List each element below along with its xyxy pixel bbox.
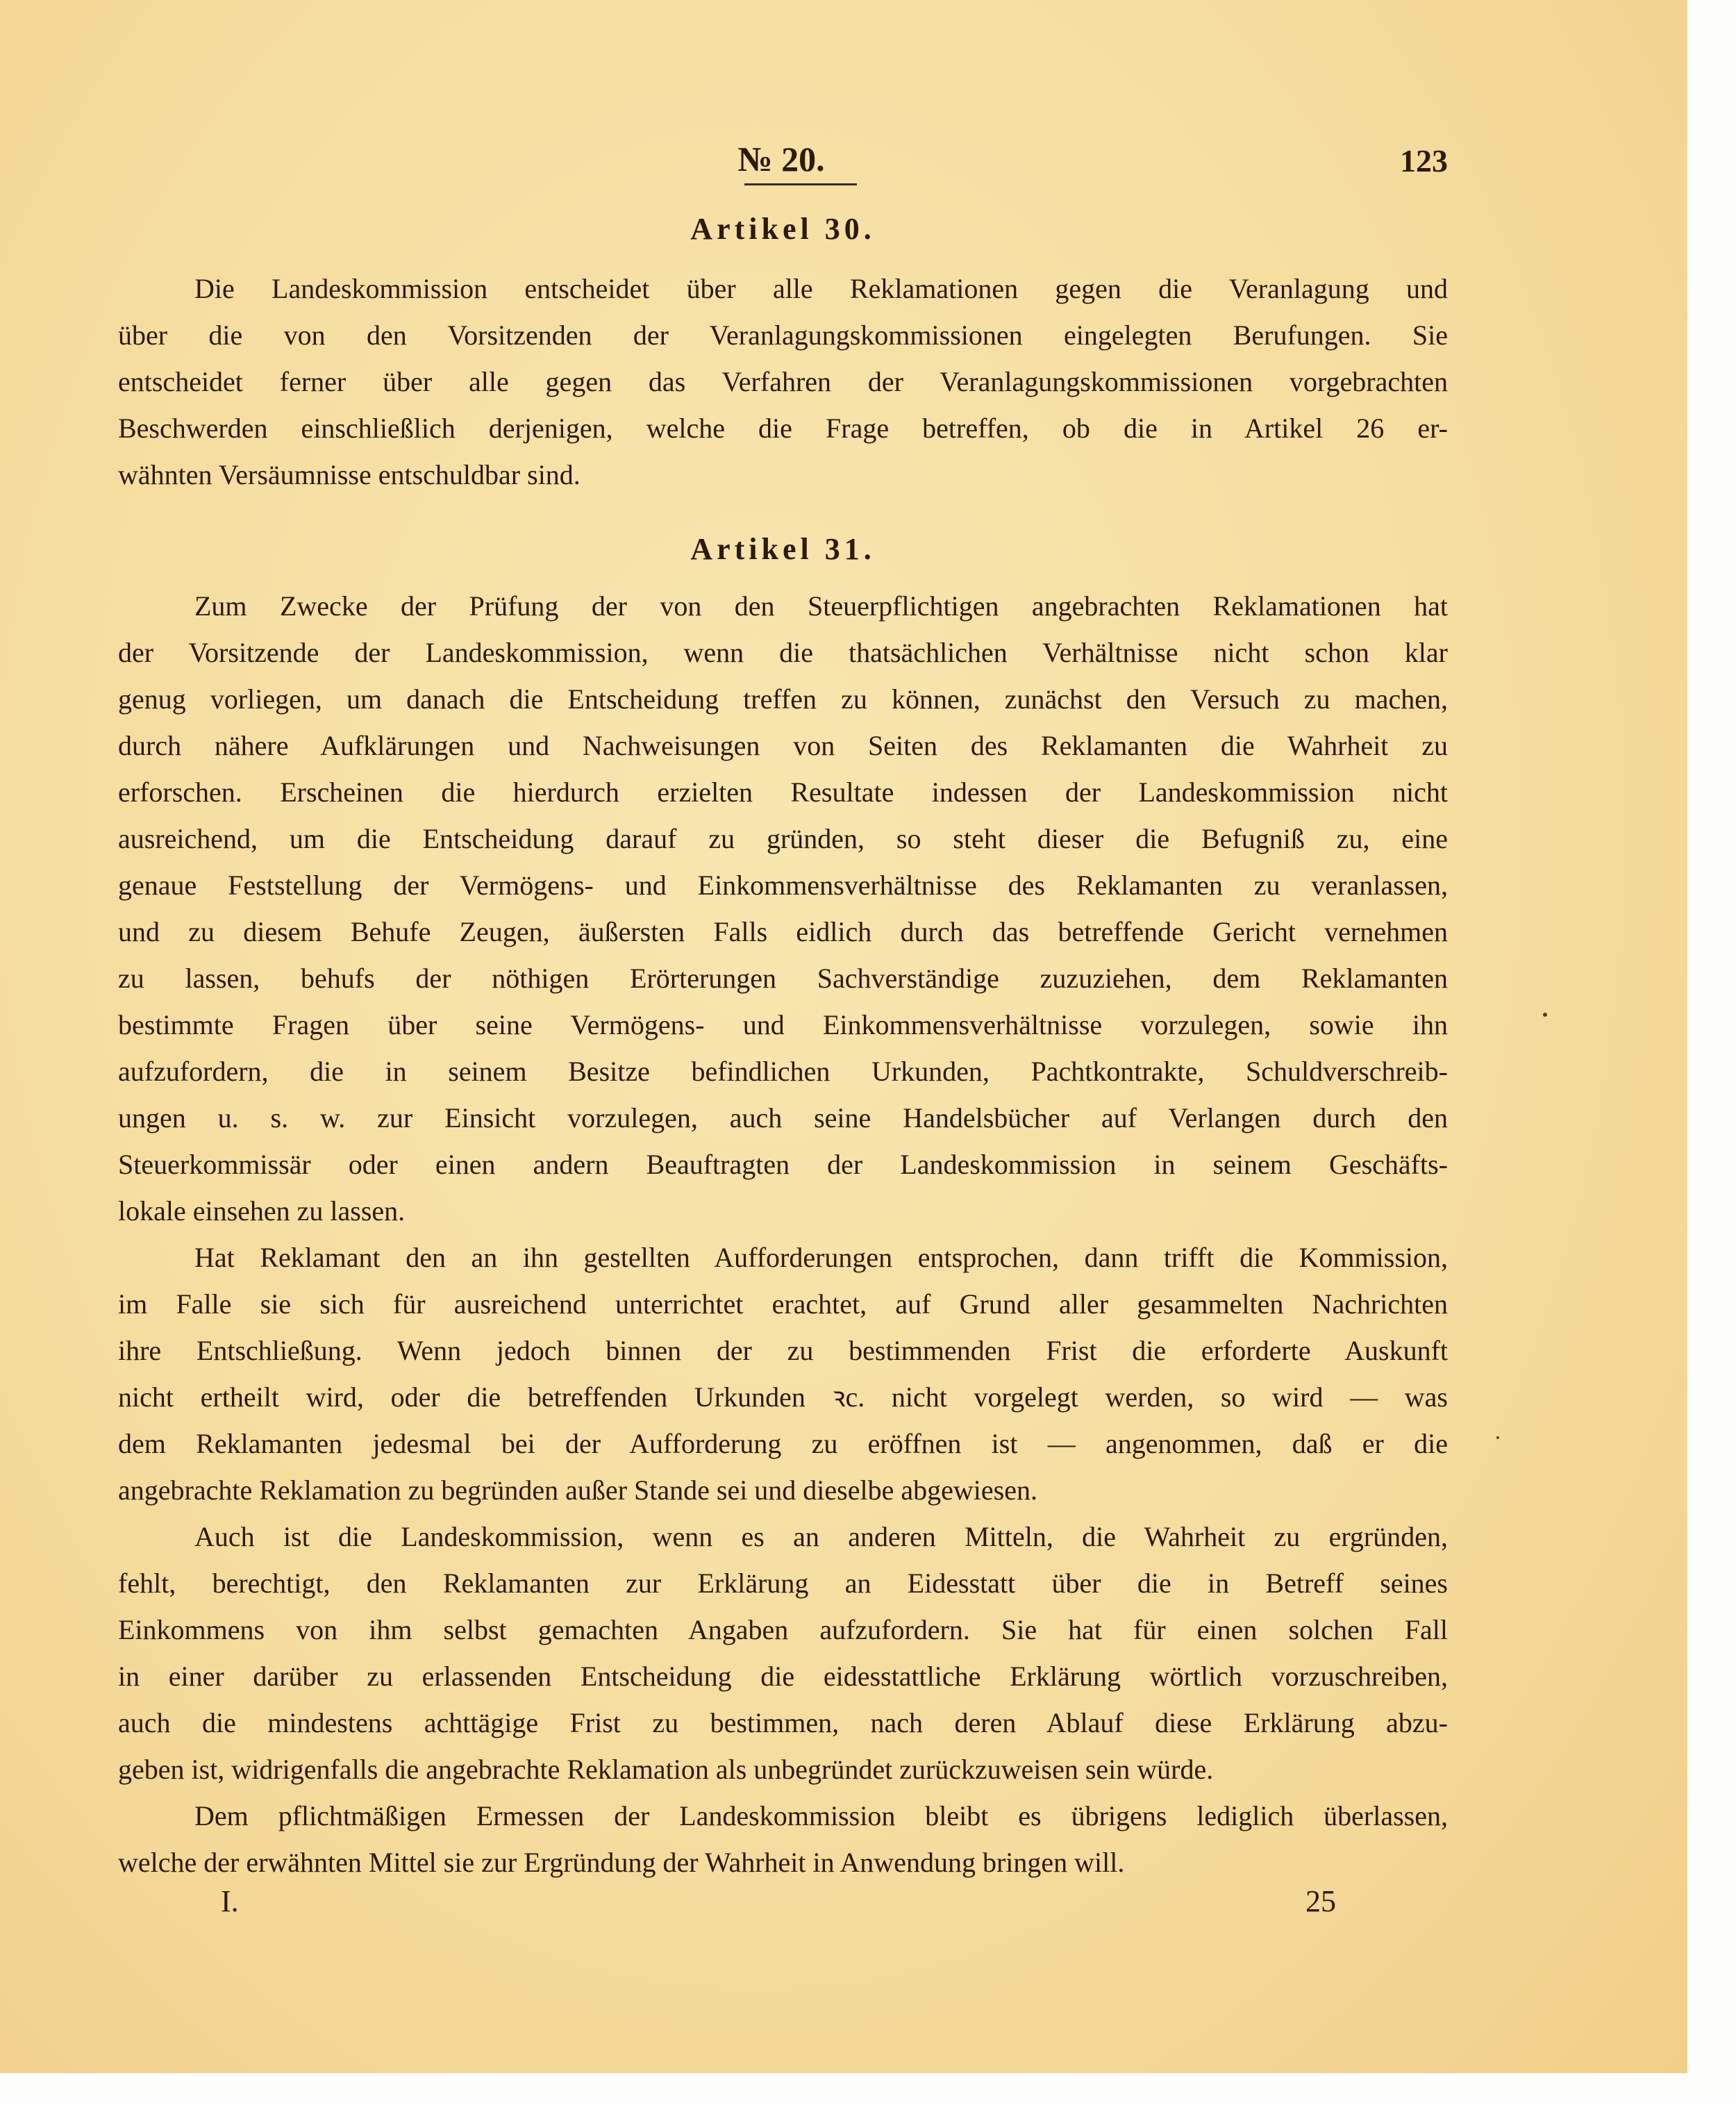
- paragraph: [118, 1234, 1448, 1513]
- text-line: geben ist, widrigenfalls die angebrachte Reklamation als unbegründet zurückzuweisen sein würde.: [118, 1754, 1214, 1785]
- text-line: Dem pflichtmäßigen Ermessen der Landeskommission bleibt es übrigens lediglich überlassen,: [194, 1800, 1448, 1831]
- text-line: angebrachte Reklamation zu begründen außer Stande sei und dieselbe abgewiesen.: [118, 1474, 1037, 1506]
- text-line: und zu diesem Behufe Zeugen, äußersten Falls eidlich durch das betreffende Gericht vernehmen: [118, 916, 1448, 947]
- article-30-heading: Artikel 30.: [690, 212, 876, 246]
- text-line: dem Reklamanten jedesmal bei der Aufforderung zu eröffnen ist — angenommen, daß er die: [118, 1428, 1448, 1459]
- text-line: Zum Zwecke der Prüfung der von den Steuerpflichtigen angebrachten Reklamationen hat: [194, 590, 1448, 622]
- text-line: ungen u. s. w. zur Einsicht vorzulegen, auch seine Handelsbücher auf Verlangen durch den: [118, 1102, 1448, 1133]
- text-line: bestimmte Fragen über seine Vermögens- und Einkommensverhältnisse vorzulegen, sowie ihn: [118, 1009, 1448, 1040]
- text-line: Beschwerden einschließlich derjenigen, welche die Frage betreffen, ob die in Artikel 26 er-: [118, 413, 1448, 444]
- text-line: Steuerkommissär oder einen andern Beauftragten der Landeskommission in seinem Geschäfts-: [118, 1149, 1448, 1180]
- header-rule: [744, 183, 857, 185]
- text-line: im Falle sie sich für ausreichend unterrichtet erachtet, auf Grund aller gesammelten Nachrichten: [118, 1288, 1448, 1320]
- text-line: Hat Reklamant den an ihn gestellten Aufforderungen entsprochen, dann trifft die Kommission,: [194, 1242, 1448, 1273]
- text-line: zu lassen, behufs der nöthigen Erörterungen Sachverständige zuzuziehen, dem Reklamanten: [118, 963, 1448, 994]
- paper-speck: [1496, 1436, 1499, 1439]
- paragraph: [118, 1513, 1448, 1793]
- text-line: Auch ist die Landeskommission, wenn es an anderen Mitteln, die Wahrheit zu ergründen,: [194, 1521, 1448, 1552]
- text-line: Die Landeskommission entscheidet über alle Reklamationen gegen die Veranlagung und: [194, 273, 1448, 304]
- text-line: lokale einsehen zu lassen.: [118, 1195, 406, 1227]
- text-line: aufzufordern, die in seinem Besitze befindlichen Urkunden, Pachtkontrakte, Schuldverschreib-: [118, 1056, 1448, 1087]
- text-line: durch nähere Aufklärungen und Nachweisungen von Seiten des Reklamanten die Wahrheit zu: [118, 730, 1448, 761]
- text-line: auch die mindestens achttägige Frist zu bestimmen, nach deren Ablauf diese Erklärung abzu-: [118, 1707, 1448, 1738]
- paragraph: [118, 265, 1448, 498]
- text-line: ausreichend, um die Entscheidung darauf zu gründen, so steht dieser die Befugniß zu, eine: [118, 823, 1448, 854]
- text-line: ihre Entschließung. Wenn jedoch binnen der zu bestimmenden Frist die erforderte Auskunft: [118, 1335, 1448, 1366]
- text-line: genaue Feststellung der Vermögens- und Einkommensverhältnisse des Reklamanten zu veranlassen,: [118, 870, 1448, 901]
- text-line: in einer darüber zu erlassenden Entscheidung die eidesstattliche Erklärung wörtlich vorzuschreiben,: [118, 1661, 1448, 1692]
- text-line: entscheidet ferner über alle gegen das Verfahren der Veranlagungskommissionen vorgebrachten: [118, 366, 1448, 397]
- text-line: welche der erwähnten Mittel sie zur Ergründung der Wahrheit in Anwendung bringen will.: [118, 1847, 1125, 1878]
- text-line: wähnten Versäumnisse entschuldbar sind.: [118, 459, 581, 490]
- text-line: fehlt, berechtigt, den Reklamanten zur Erklärung an Eidesstatt über die in Betreff seines: [118, 1568, 1448, 1599]
- paragraph: [118, 1793, 1448, 1886]
- article-30-body: [118, 265, 1448, 498]
- text-line: Einkommens von ihm selbst gemachten Angaben aufzufordern. Sie hat für einen solchen Fall: [118, 1614, 1448, 1645]
- text-line: nicht ertheilt wird, oder die betreffenden Urkunden ꝛc. nicht vorgelegt werden, so wird — was: [118, 1381, 1448, 1413]
- page-number: 123: [1400, 143, 1448, 178]
- article-31-heading: Artikel 31.: [690, 532, 876, 566]
- issue-number: № 20.: [737, 140, 825, 178]
- text-line: erforschen. Erscheinen die hierdurch erzielten Resultate indessen der Landeskommission nicht: [118, 776, 1448, 808]
- sheet-number: 25: [1305, 1884, 1336, 1918]
- text-line: der Vorsitzende der Landeskommission, wenn die thatsächlichen Verhältnisse nicht schon klar: [118, 637, 1448, 668]
- paragraph: [118, 583, 1448, 1234]
- article-31-body: [118, 583, 1448, 1886]
- paper-speck: [1543, 1013, 1547, 1017]
- signature-mark: I.: [221, 1884, 239, 1918]
- text-line: genug vorliegen, um danach die Entscheidung treffen zu können, zunächst den Versuch zu machen,: [118, 683, 1448, 715]
- text-line: über die von den Vorsitzenden der Veranlagungskommissionen eingelegten Berufungen. Sie: [118, 319, 1448, 351]
